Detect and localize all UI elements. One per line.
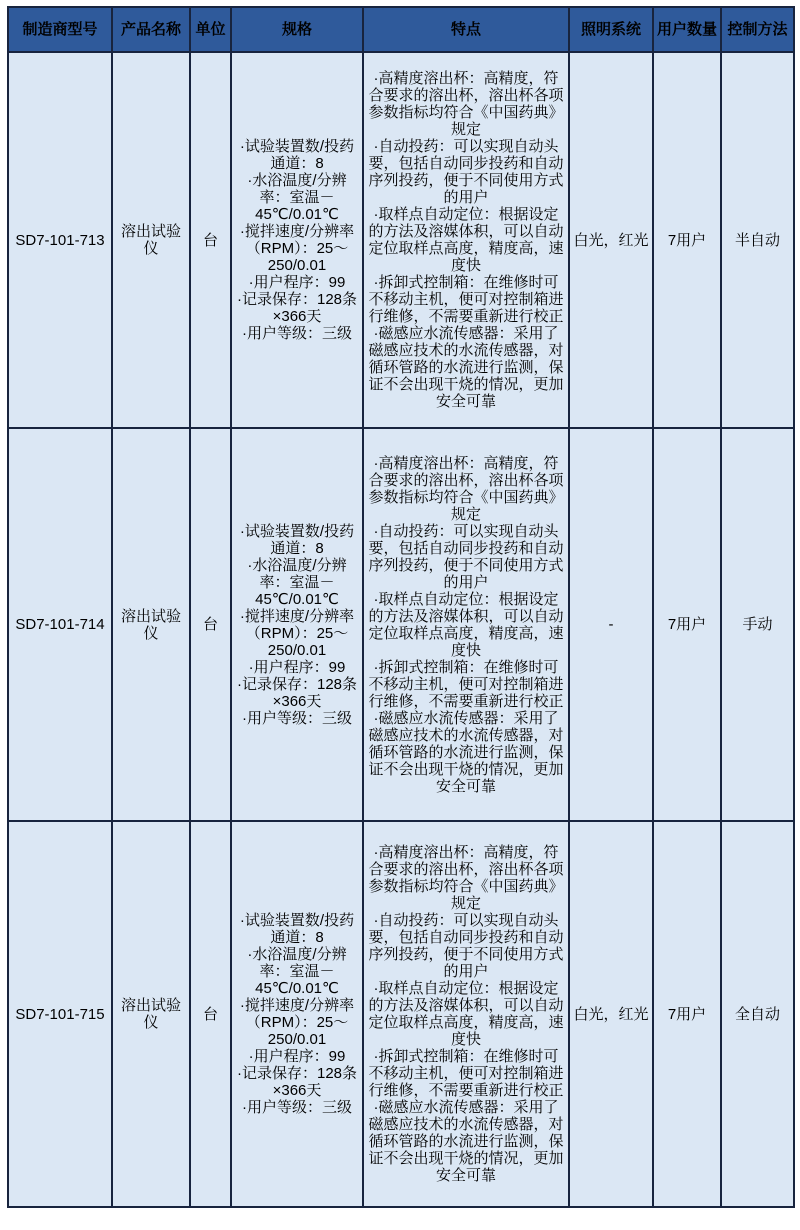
cell-lighting: 白光，红光 <box>569 52 653 428</box>
cell-unit: 台 <box>190 428 231 821</box>
cell-users: 7用户 <box>653 52 721 428</box>
bullet-item: ·水浴温度/分辨率：室温－45℃/0.01℃ <box>247 172 347 223</box>
bullet-item: ·取样点自动定位：根据设定的方法及溶媒体积，可以自动定位取样点高度，精度高，速度快 <box>368 206 564 274</box>
bullet-item: ·记录保存：128条×366天 <box>236 1065 358 1099</box>
bullet-item: ·用户程序：99 <box>248 274 346 291</box>
bullet-item: ·用户等级：三级 <box>242 1099 352 1116</box>
bullet-item: ·高精度溶出杯：高精度，符合要求的溶出杯，溶出杯各项参数指标均符合《中国药典》规定 <box>368 70 564 138</box>
bullet-item: ·拆卸式控制箱：在维修时可不移动主机，便可对控制箱进行维修，不需要重新进行校正 <box>368 1048 564 1099</box>
cell-control: 手动 <box>721 428 794 821</box>
bullet-item: ·水浴温度/分辨率：室温－45℃/0.01℃ <box>247 556 347 608</box>
cell-product-name: 溶出试验仪 <box>112 428 190 821</box>
bullet-item: ·用户程序：99 <box>248 1048 346 1065</box>
bullet-item: ·拆卸式控制箱：在维修时可不移动主机，便可对控制箱进行维修，不需要重新进行校正 <box>368 658 564 710</box>
bullet-item: ·记录保存：128条×366天 <box>236 291 358 325</box>
bullet-item: ·试验装置数/投药通道：8 <box>239 912 355 946</box>
cell-features <box>363 821 569 1207</box>
column-header-specs: 规格 <box>231 7 363 52</box>
bullet-item: ·搅拌速度/分辨率（RPM）：25～250/0.01 <box>239 223 355 274</box>
product-spec-table <box>7 6 795 1208</box>
bullet-item: ·自动投药：可以实现自动头要，包括自动同步投药和自动序列投药，便于不同使用方式的用户 <box>368 138 564 206</box>
cell-features <box>363 52 569 428</box>
cell-features <box>363 428 569 821</box>
column-header-product: 产品名称 <box>112 7 190 52</box>
bullet-item: ·高精度溶出杯：高精度，符合要求的溶出杯，溶出杯各项参数指标均符合《中国药典》规定 <box>368 454 564 523</box>
bullet-item: ·搅拌速度/分辨率（RPM）：25～250/0.01 <box>239 607 355 659</box>
cell-model: SD7-101-714 <box>8 428 112 821</box>
bullet-item: ·磁感应水流传感器：采用了磁感应技术的水流传感器，对循环管路的水流进行监测，保证不会出现干烧的情况，更加安全可靠 <box>368 1099 564 1184</box>
bullet-item: ·试验装置数/投药通道：8 <box>239 138 355 172</box>
bullet-item: ·试验装置数/投药通道：8 <box>239 522 355 557</box>
cell-control: 全自动 <box>721 821 794 1207</box>
cell-specs <box>231 52 363 428</box>
cell-unit: 台 <box>190 821 231 1207</box>
cell-product-name: 溶出试验仪 <box>112 52 190 428</box>
column-header-model: 制造商型号 <box>8 7 112 52</box>
bullet-item: ·取样点自动定位：根据设定的方法及溶媒体积，可以自动定位取样点高度，精度高，速度快 <box>368 590 564 659</box>
cell-users: 7用户 <box>653 428 721 821</box>
cell-product-name: 溶出试验仪 <box>112 821 190 1207</box>
column-header-control: 控制方法 <box>721 7 794 52</box>
table-row <box>8 52 794 428</box>
bullet-item: ·用户等级：三级 <box>242 709 352 727</box>
cell-lighting: - <box>569 428 653 821</box>
bullet-item: ·磁感应水流传感器：采用了磁感应技术的水流传感器，对循环管路的水流进行监测，保证不会出现干烧的情况，更加安全可靠 <box>368 325 564 410</box>
bullet-item: ·记录保存：128条×366天 <box>236 675 358 710</box>
cell-specs <box>231 428 363 821</box>
table-row <box>8 428 794 821</box>
cell-model: SD7-101-715 <box>8 821 112 1207</box>
bullet-item: ·拆卸式控制箱：在维修时可不移动主机，便可对控制箱进行维修，不需要重新进行校正 <box>368 274 564 325</box>
column-header-unit: 单位 <box>190 7 231 52</box>
bullet-item: ·高精度溶出杯：高精度，符合要求的溶出杯，溶出杯各项参数指标均符合《中国药典》规定 <box>368 844 564 912</box>
bullet-item: ·用户程序：99 <box>248 658 346 676</box>
bullet-item: ·自动投药：可以实现自动头要，包括自动同步投药和自动序列投药，便于不同使用方式的用户 <box>368 912 564 980</box>
bullet-item: ·水浴温度/分辨率：室温－45℃/0.01℃ <box>247 946 347 997</box>
column-header-users: 用户数量 <box>653 7 721 52</box>
header-row <box>8 7 794 52</box>
column-header-features: 特点 <box>363 7 569 52</box>
cell-lighting: 白光，红光 <box>569 821 653 1207</box>
table-row <box>8 821 794 1207</box>
bullet-item: ·搅拌速度/分辨率（RPM）：25～250/0.01 <box>239 997 355 1048</box>
bullet-item: ·磁感应水流传感器：采用了磁感应技术的水流传感器，对循环管路的水流进行监测，保证不会出现干烧的情况，更加安全可靠 <box>368 709 564 795</box>
bullet-item: ·取样点自动定位：根据设定的方法及溶媒体积，可以自动定位取样点高度，精度高，速度快 <box>368 980 564 1048</box>
column-header-lighting: 照明系统 <box>569 7 653 52</box>
cell-users: 7用户 <box>653 821 721 1207</box>
cell-model: SD7-101-713 <box>8 52 112 428</box>
cell-specs <box>231 821 363 1207</box>
cell-unit: 台 <box>190 52 231 428</box>
bullet-item: ·自动投药：可以实现自动头要，包括自动同步投药和自动序列投药，便于不同使用方式的用户 <box>368 522 564 591</box>
cell-control: 半自动 <box>721 52 794 428</box>
bullet-item: ·用户等级：三级 <box>242 325 352 342</box>
